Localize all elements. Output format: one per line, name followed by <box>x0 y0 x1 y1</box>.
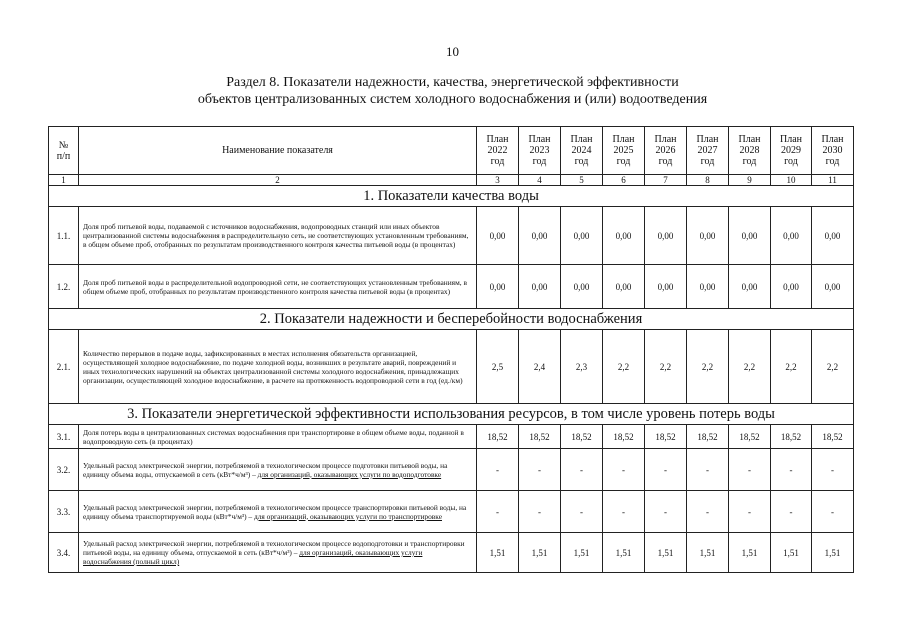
table-row <box>49 449 854 491</box>
plan-value: 0,00 <box>645 265 687 309</box>
indicator-name <box>79 491 477 533</box>
plan-value: 18,52 <box>687 425 729 449</box>
column-number: 7 <box>645 175 687 186</box>
header-name: Наименование показателя <box>79 127 477 175</box>
plan-value: 0,00 <box>687 265 729 309</box>
column-number-row <box>49 175 854 186</box>
plan-value: - <box>812 449 854 491</box>
header-year: План 2030 год <box>812 127 854 175</box>
plan-value: 1,51 <box>477 533 519 573</box>
plan-value: 0,00 <box>519 207 561 265</box>
plan-value: 0,00 <box>519 265 561 309</box>
plan-value: 2,2 <box>603 330 645 404</box>
plan-value: - <box>603 491 645 533</box>
row-number: 3.4. <box>49 533 79 573</box>
row-number: 3.1. <box>49 425 79 449</box>
plan-value: - <box>729 449 771 491</box>
plan-value: 0,00 <box>771 265 812 309</box>
indicator-name-underlined: для организаций, оказывающих услуги по транспортировке <box>253 511 442 521</box>
plan-value: 18,52 <box>812 425 854 449</box>
indicator-name <box>79 449 477 491</box>
plan-value: - <box>645 491 687 533</box>
header-year: План 2027 год <box>687 127 729 175</box>
plan-value: 2,2 <box>771 330 812 404</box>
table-row <box>49 265 854 309</box>
plan-value: - <box>687 491 729 533</box>
plan-value: 18,52 <box>645 425 687 449</box>
indicators-table <box>48 126 854 573</box>
section-title: 2. Показатели надежности и бесперебойности водоснабжения <box>49 309 854 330</box>
plan-value: - <box>561 449 603 491</box>
column-number: 11 <box>812 175 854 186</box>
plan-value: - <box>771 449 812 491</box>
header-year: План 2022 год <box>477 127 519 175</box>
plan-value: 0,00 <box>771 207 812 265</box>
row-number: 1.2. <box>49 265 79 309</box>
section-title <box>0 74 905 108</box>
section-title: 3. Показатели энергетической эффективности использования ресурсов, в том числе уровень потерь воды <box>49 404 854 425</box>
indicator-name <box>79 265 477 309</box>
page-number: 10 <box>446 44 459 59</box>
header-year: План 2029 год <box>771 127 812 175</box>
plan-value: - <box>477 449 519 491</box>
indicator-name-underlined: для организаций, оказывающих услуги по водоподготовке <box>257 469 442 479</box>
plan-value: 1,51 <box>645 533 687 573</box>
column-number: 8 <box>687 175 729 186</box>
title-line-2: объектов централизованных систем холодного водоснабжения и (или) водоотведения <box>197 92 708 107</box>
table-row <box>49 330 854 404</box>
plan-value: 2,2 <box>729 330 771 404</box>
plan-value: - <box>687 449 729 491</box>
plan-value: 0,00 <box>812 265 854 309</box>
plan-value: 1,51 <box>729 533 771 573</box>
column-number: 6 <box>603 175 645 186</box>
plan-value: - <box>561 491 603 533</box>
plan-value: 0,00 <box>729 265 771 309</box>
row-number: 3.2. <box>49 449 79 491</box>
column-number: 5 <box>561 175 603 186</box>
header-year: План 2024 год <box>561 127 603 175</box>
indicator-name <box>79 425 477 449</box>
column-number: 2 <box>79 175 477 186</box>
plan-value: 2,2 <box>812 330 854 404</box>
plan-value: 0,00 <box>812 207 854 265</box>
plan-value: 18,52 <box>561 425 603 449</box>
plan-value: 0,00 <box>729 207 771 265</box>
plan-value: 18,52 <box>603 425 645 449</box>
indicator-name-text: Доля потерь воды в централизованных системах водоснабжения при транспортировке в общем объеме воды, поданной в водопроводную сеть (в процентах) <box>83 427 464 446</box>
plan-value: 2,5 <box>477 330 519 404</box>
plan-value: 0,00 <box>687 207 729 265</box>
indicator-name-text: Удельный расход электрической энергии, потребляемой в технологическом процессе водоподготовки и транспортировки питьевой воды, на единицу объема, отпускаемой в сеть (кВт*ч/м³) – <box>83 539 465 557</box>
table-row <box>49 207 854 265</box>
column-number: 10 <box>771 175 812 186</box>
column-number: 9 <box>729 175 771 186</box>
plan-value: 2,2 <box>687 330 729 404</box>
plan-value: 0,00 <box>561 265 603 309</box>
indicator-name-text: Доля проб питьевой воды в распределительной водопроводной сети, не соответствующих установленным требованиям, в общем объеме проб, отобранных по результатам производственного контроля качества питьевой воды (в процентах) <box>83 277 467 296</box>
table-row <box>49 425 854 449</box>
header-year: План 2025 год <box>603 127 645 175</box>
indicator-name-text: Доля проб питьевой воды, подаваемой с источников водоснабжения, водопроводных станций или иных объектов централизованной системы водоснабжения в распределительную сеть, не соответствующих установленным требованиям, в общем объеме проб, отобранных по результатам производственного контроля качества питьевой воды (в процентах) <box>83 222 469 249</box>
plan-value: 1,51 <box>687 533 729 573</box>
plan-value: - <box>771 491 812 533</box>
title-line-1: Раздел 8. Показатели надежности, качества, энергетической эффективности <box>226 75 679 90</box>
header-number-line1: № <box>58 139 69 151</box>
indicator-name <box>79 330 477 404</box>
table-body <box>49 186 854 573</box>
plan-value: 1,51 <box>812 533 854 573</box>
plan-value: 1,51 <box>561 533 603 573</box>
plan-value: 18,52 <box>729 425 771 449</box>
plan-value: 1,51 <box>519 533 561 573</box>
plan-value: - <box>729 491 771 533</box>
plan-value: 1,51 <box>771 533 812 573</box>
table-row <box>49 491 854 533</box>
plan-value: - <box>519 491 561 533</box>
indicator-name-text: Удельный расход электрической энергии, потребляемой в технологическом процессе транспортировки питьевой воды, на единицу объема транспортируемой воды (кВт*ч/м³) – <box>83 502 467 521</box>
column-number: 1 <box>49 175 79 186</box>
indicator-name-text: Количество перерывов в подаче воды, зафиксированных в местах исполнения обязательств организацией, осуществляющей холодное водоснабжение, по подаче холодной воды, возникших в результате аварий, повреждений и иных технологических нарушений на объектах централизованной системы холодного водоснабжения, принадлежащих организации, осуществляющей холодное водоснабжение, в расчете на протяженность водопроводной сети в год (ед./км) <box>83 348 463 385</box>
plan-value: 0,00 <box>477 265 519 309</box>
header-row <box>49 127 854 175</box>
column-number: 4 <box>519 175 561 186</box>
indicator-name-underlined: для организаций, оказывающих услуги водоснабжения (полный цикл) <box>83 548 423 566</box>
plan-value: 2,3 <box>561 330 603 404</box>
plan-value: 18,52 <box>477 425 519 449</box>
plan-value: - <box>519 449 561 491</box>
plan-value: 2,4 <box>519 330 561 404</box>
header-year: План 2023 год <box>519 127 561 175</box>
indicator-name-text: Удельный расход электрической энергии, потребляемой в технологическом процессе подготовки питьевой воды, на единицу объема воды, отпускаемой в сеть (кВт*ч/м³) – <box>83 460 448 479</box>
column-number: 3 <box>477 175 519 186</box>
indicator-name <box>79 533 477 573</box>
plan-value: 0,00 <box>477 207 519 265</box>
section-header-row <box>49 186 854 207</box>
section-title: 1. Показатели качества воды <box>49 186 854 207</box>
row-number: 3.3. <box>49 491 79 533</box>
plan-value: 0,00 <box>645 207 687 265</box>
table-row <box>49 533 854 573</box>
plan-value: - <box>645 449 687 491</box>
header-number <box>49 127 79 175</box>
indicator-name <box>79 207 477 265</box>
plan-value: 0,00 <box>603 207 645 265</box>
plan-value: 1,51 <box>603 533 645 573</box>
plan-value: 2,2 <box>645 330 687 404</box>
plan-value: 18,52 <box>771 425 812 449</box>
plan-value: - <box>812 491 854 533</box>
header-number-line2: п/п <box>56 150 71 162</box>
row-number: 2.1. <box>49 330 79 404</box>
header-year: План 2028 год <box>729 127 771 175</box>
plan-value: 0,00 <box>561 207 603 265</box>
plan-value: 18,52 <box>519 425 561 449</box>
plan-value: 0,00 <box>603 265 645 309</box>
plan-value: - <box>477 491 519 533</box>
section-header-row <box>49 404 854 425</box>
section-header-row <box>49 309 854 330</box>
row-number: 1.1. <box>49 207 79 265</box>
plan-value: - <box>603 449 645 491</box>
header-year: План 2026 год <box>645 127 687 175</box>
